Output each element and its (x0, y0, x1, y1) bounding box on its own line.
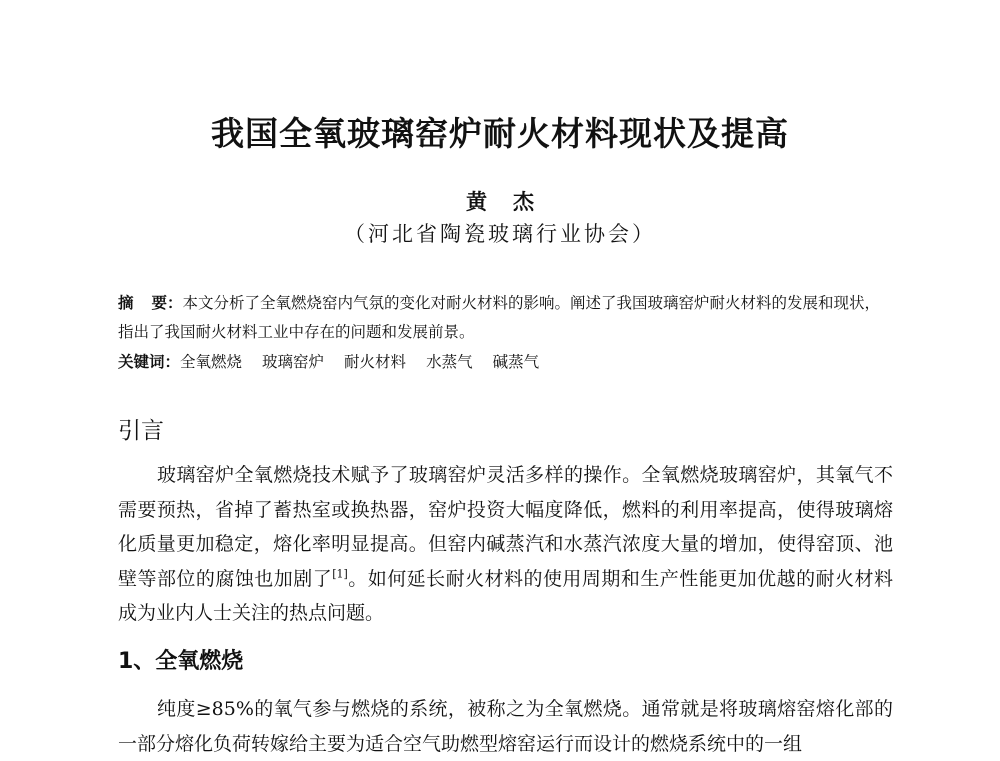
author-family-name: 黄 (466, 189, 487, 214)
keyword-item: 全氧燃烧 (180, 353, 243, 371)
abstract (118, 288, 893, 347)
section-1-paragraph: 纯度≥85%的氧气参与燃烧的系统，被称之为全氧燃烧。通常就是将玻璃熔窑熔化部的一部分熔化负荷转嫁给主要为适合空气助燃型熔窑运行而设计的燃烧系统中的一组 (118, 698, 893, 755)
intro-heading: 引言 (118, 418, 164, 444)
author-given-name: 杰 (513, 189, 534, 214)
author-name (0, 186, 1000, 216)
section-1-heading: 1、全氧燃烧 (118, 649, 244, 674)
paper-title: 我国全氧玻璃窑炉耐火材料现状及提高 (211, 114, 789, 153)
keyword-item: 玻璃窑炉 (262, 353, 325, 371)
intro-text-part2: 。如何延长耐火材料的使用周期和生产性能更加优越的耐火材料成为业内人士关注的热点问题。 (118, 567, 893, 624)
keywords (118, 347, 893, 377)
intro-text-part1: 玻璃窑炉全氧燃烧技术赋予了玻璃窑炉灵活多样的操作。全氧燃烧玻璃窑炉，其氧气不需要预热，省掉了蓄热室或换热器，窑炉投资大幅度降低，燃料的利用率提高，使得玻璃熔化质量更加稳定，熔化率明显提高。但窑内碱蒸汽和水蒸汽浓度大量的增加，使得窑顶、池壁等部位的腐蚀也加剧了 (118, 464, 893, 590)
abstract-text: 本文分析了全氧燃烧窑内气氛的变化对耐火材料的影响。阐述了我国玻璃窑炉耐火材料的发展和现状，指出了我国耐火材料工业中存在的问题和发展前景。 (118, 294, 881, 341)
keyword-item: 水蒸气 (426, 353, 473, 371)
keyword-item: 碱蒸气 (492, 353, 540, 371)
abstract-label-part2: 要： (151, 293, 183, 312)
keywords-label: 关键词： (118, 352, 181, 371)
author-affiliation: （河北省陶瓷玻璃行业协会） (344, 222, 656, 246)
intro-paragraph (118, 458, 893, 631)
keyword-item: 耐火材料 (344, 353, 407, 371)
abstract-label-part1: 摘 (118, 293, 134, 312)
citation-reference[interactable]: [1] (332, 567, 348, 581)
